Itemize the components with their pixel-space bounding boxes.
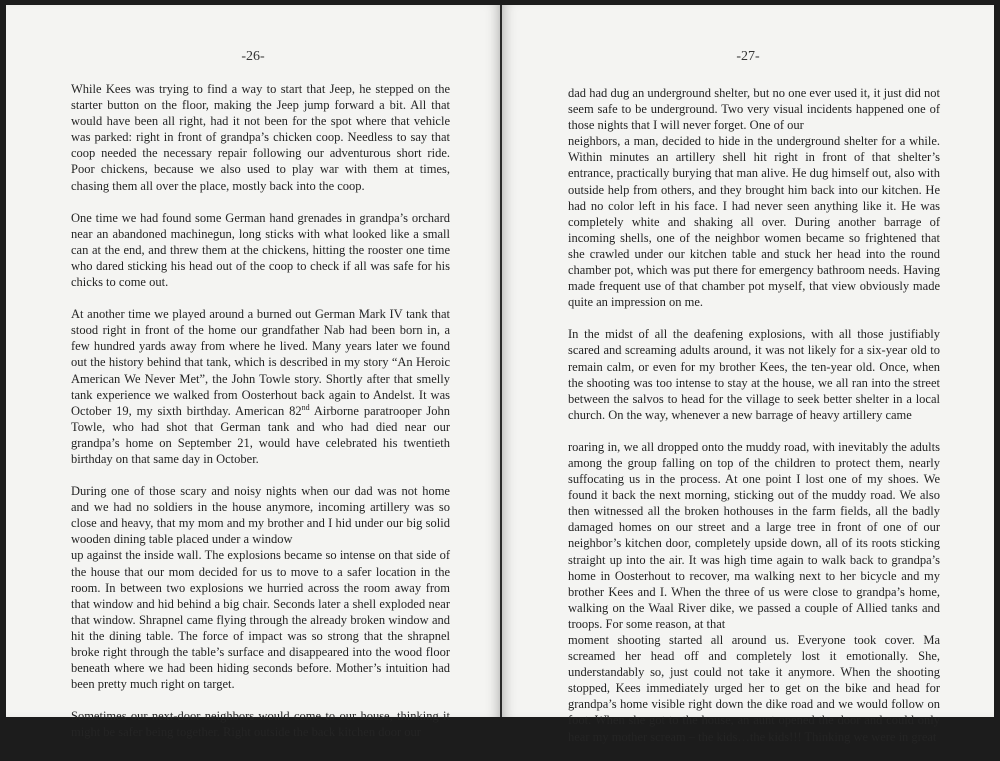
paragraph: During one of those scary and noisy nights when our dad was not home and we had no soldiers in the house anymore, incoming artillery was so close and heavy, that my mom and my brother and I hid under our big solid wooden dining table placed under a window	[71, 484, 450, 547]
paragraph: Sometimes our next-door neighbors would come to our house, thinking it might be safer being together. Right outside the back kitchen door our	[71, 709, 450, 740]
paragraph: moment shooting started all around us. Everyone took cover. Ma screamed her head off and completely lost it emotionally. She, understandably so, just could not take it anymore. When the shooting stopped, Kees immediately urged her to get on the bike and head for grandpa’s home visible right down the dike road and we would follow on foot. When she got to the house, an aunt opened the door and could only hear my mother scream – the kids…the kids!!! Thinking we were in great	[568, 633, 940, 744]
paragraph: In the midst of all the deafening explosions, with all those justifiably scared and screaming adults around, it was not likely for a six-year old to remain calm, or even for my brother Kees, the ten-year old. Once, when the shooting was too intense to stay at the house, we all ran into the street between the salvos to head for the village to seek better shelter in a local church. On the way, whenever a new barrage of heavy artillery came	[568, 327, 940, 422]
paragraph	[71, 306, 450, 467]
paragraph: neighbors, a man, decided to hide in the underground shelter for a while. Within minutes an artillery shell hit right in front of that shelter’s entrance, practically burying that man alive. He dug himself out, also with outside help from others, and they brought him back into our kitchen. He had no color left in his face. I had never seen anything like it. He was completely white and shaking all over. During another barrage of incoming shells, one of the neighbor women became so frightened that she crawled under our kitchen table and stuck her head into the round chamber pot, which was put there for emergency bathroom needs. Having made frequent use of that chamber pot myself, that view obviously made quite an impression on me.	[568, 134, 940, 310]
paragraph-text: Airborne paratrooper John Towle, who had shot that German tank and who had died near our grandpa’s home on September 21, would have celebrated his twentieth birthday on that same day in October.	[71, 403, 450, 466]
page-number: -27-	[736, 49, 760, 64]
paragraph: While Kees was trying to find a way to start that Jeep, he stepped on the starter button on the floor, making the Jeep jump forward a bit. All that would have been all right, had it not been for the spot where that vehicle was parked: right in front of grandpa’s chicken coop. Needless to say that coop needed the necessary repair following our adventurous short ride. Poor chickens, because we also used to play war with them at times, chasing them all over the place, mostly back into the coop.	[71, 82, 450, 193]
left-page	[6, 5, 500, 740]
paragraph: One time we had found some German hand grenades in grandpa’s orchard near an abandoned machinegun, long sticks with what looked like a small can at the end, and threw them at the chickens, hitting the rooster one time who dared sticking his head out of the coop to check if all was safe for his chicks to come out.	[71, 210, 450, 290]
page-number: -26-	[241, 49, 265, 64]
page-body	[71, 81, 450, 756]
page-body	[568, 85, 940, 761]
book-spread	[6, 5, 994, 744]
paragraph: dad had dug an underground shelter, but no one ever used it, it just did not seem safe to be underground. Two very visual incidents happened one of those nights that I will never forget. One of our	[568, 86, 940, 133]
paragraph-text: At another time we played around a burned out German Mark IV tank that stood right in front of the home our grandfather Nab had been born in, a few hundred yards away from where he lived. Many years later we found out the history behind that tank, which is described in my story “An Heroic American We Never Met”, the John Towle story. Shortly after that smelly tank experience we walked from Oosterhout back again to Andelst. It was October 19, my sixth birthday. American 82	[71, 307, 450, 418]
paragraph: up against the inside wall. The explosions became so intense on that side of the house that our mom decided for us to move to a safer location in the room. In between two explosions we hurried across the room away from that window and hid behind a big chair. Seconds later a shell exploded near that window. Shrapnel came flying through the already broken window and hit the dining table. The force of impact was so strong that the shrapnel broke right through the table’s surface and disappeared into the wood floor beneath where we had been hiding seconds before. Mother’s intuition had been pretty much right on target.	[71, 548, 450, 692]
paragraph: roaring in, we all dropped onto the muddy road, with inevitably the adults among the group falling on top of the children to protect them, nearly suffocating us in the process. At one point I lost one of my shoes. We found it back the next morning, sticking out of the muddy road. We also then witnessed all the broken hothouses in the farm fields, all the badly damaged homes on our street and a large tree in front of one of our neighbor’s kitchen door, completely upside down, all of its roots sticking straight up into the air. It was high time again to walk back to grandpa’s home in Oosterhout to recover, ma walking next to her bicycle and my brother Kees and I. When the three of us were close to grandpa’s home, walking on the Waal River dike, we passed a couple of Allied tanks and troops. For some reason, at that	[568, 439, 940, 631]
superscript: nd	[301, 402, 310, 412]
right-page	[502, 5, 994, 744]
